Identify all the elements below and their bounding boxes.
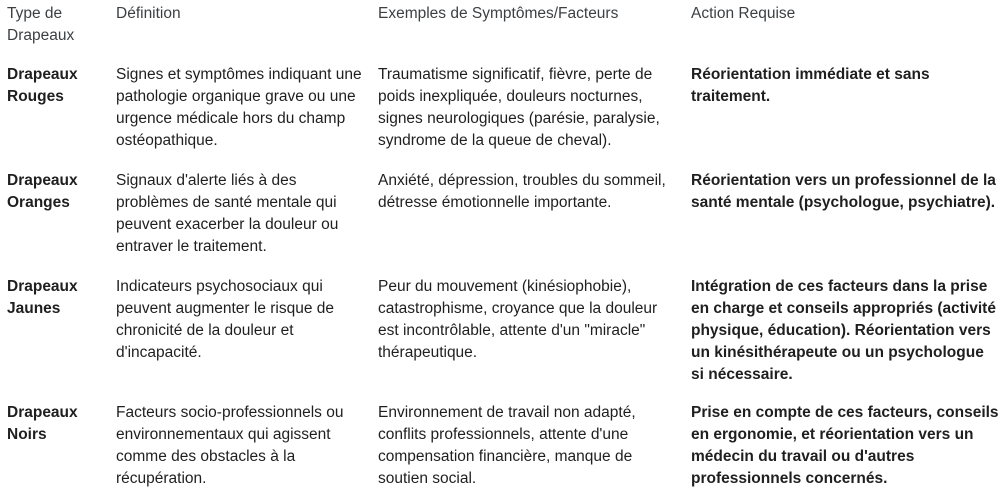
flag-action: Intégration de ces facteurs dans la prise en charge et conseils appropriés (activité physique, éducation). Réorientation vers un kinésithérapeute ou un psychologue si nécessaire. [691,278,996,383]
flag-examples: Environnement de travail non adapté, conflits professionnels, attente d'une compensation financière, manque de soutien social. [378,404,636,487]
flag-definition: Indicateurs psychosociaux qui peuvent augmenter le risque de chronicité de la douleur et d'incapacité. [116,278,335,361]
table-row [0,402,1002,496]
flag-definition: Signes et symptômes indiquant une pathologie organique grave ou une urgence médicale hors du champ ostéopathique. [116,66,362,149]
flag-examples: Anxiété, dépression, troubles du sommeil, détresse émotionnelle importante. [378,172,666,211]
table-row [0,276,1002,402]
flag-definition: Signaux d'alerte liés à des problèmes de santé mentale qui peuvent exacerber la douleur ou entraver le traitement. [116,172,339,255]
table-header-row [0,0,1002,64]
flag-examples: Peur du mouvement (kinésiophobie), catastrophisme, croyance que la douleur est incontrôlable, attente d'un "miracle" thérapeutique. [378,278,658,361]
flag-type: Drapeaux Noirs [7,404,78,443]
table-row [0,170,1002,276]
header-examples: Exemples de Symptômes/Facteurs [378,5,619,22]
flag-action: Prise en compte de ces facteurs, conseils en ergonomie, et réorientation vers un médecin du travail ou d'autres professionnels concernés. [691,404,999,487]
header-definition: Définition [116,5,181,22]
header-type: Type de Drapeaux [7,5,75,44]
flag-action: Réorientation immédiate et sans traitement. [691,66,930,105]
flag-definition: Facteurs socio-professionnels ou environnementaux qui agissent comme des obstacles à la récupération. [116,404,344,487]
flag-type: Drapeaux Oranges [7,172,78,211]
table-row [0,64,1002,170]
header-action: Action Requise [691,5,796,22]
flag-type: Drapeaux Rouges [7,66,78,105]
flag-action: Réorientation vers un professionnel de la santé mentale (psychologue, psychiatre). [691,172,996,211]
flag-type: Drapeaux Jaunes [7,278,78,317]
flag-examples: Traumatisme significatif, fièvre, perte de poids inexpliquée, douleurs nocturnes, signes neurologiques (parésie, paralysie, syndrome de la queue de cheval). [378,66,660,149]
